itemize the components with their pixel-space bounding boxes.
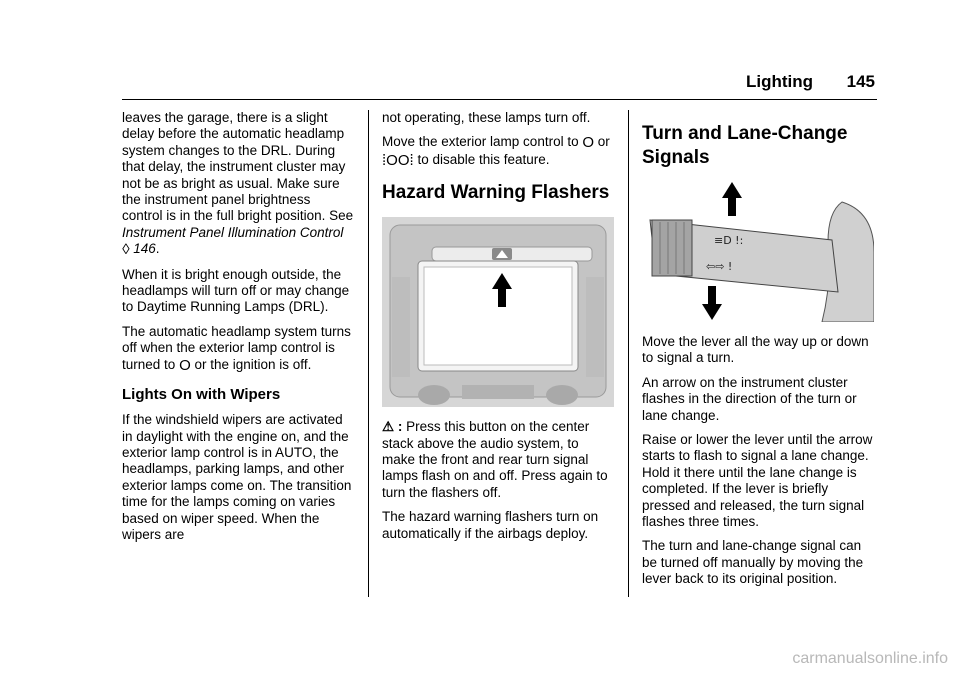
lamp-off-icon: O <box>179 356 191 374</box>
paragraph-4: If the windshield wipers are activated in daylight with the engine on, and the exterior lamp control is in AUTO, the headlamps, parking lamps, and other exterior lamps come on. The transition time for the lamps coming on varies based on wiper speed. When the wipers are <box>122 412 352 542</box>
paragraph-1: leaves the garage, there is a slight delay before the automatic headlamp system changes to the DRL. During that delay, the instrument cluster may not be as bright as usual. Make sure the instrument panel brightness control is in the full bright position. See Instrument Panel Illumination Control ◊ 146. <box>122 110 354 259</box>
header-rule <box>122 99 877 100</box>
heading-lights-on-with-wipers: Lights On with Wipers <box>122 386 281 404</box>
watermark: carmanualsonline.info <box>792 650 948 667</box>
paragraph-3: Raise or lower the lever until the arrow starts to flash to signal a lane change. Hold it there until the lane change is completed. If the lever is briefly pressed and released, the turn signal flashes three times. <box>642 432 873 530</box>
parking-lamps-icon: ⁞OO⁞ <box>382 151 414 169</box>
hazard-button-illustration <box>382 217 614 407</box>
reference-page: 146 <box>133 241 156 257</box>
column-divider-2 <box>628 110 629 597</box>
lamp-off-icon: O <box>582 134 595 152</box>
heading-hazard-warning-flashers: Hazard Warning Flashers <box>382 182 610 204</box>
paragraph-1: Move the lever all the way up or down to signal a turn. <box>642 334 869 366</box>
svg-text:≡D !:: ≡D !: <box>714 234 744 247</box>
reference-arrow-icon: ◊ <box>122 241 130 259</box>
cross-reference[interactable]: Instrument Panel Illumination Control ◊ 146 <box>122 224 344 259</box>
paragraph-2: An arrow on the instrument cluster flashes in the direction of the turn or lane change. <box>642 374 857 423</box>
hazard-warning-icon: ⚠ <box>382 419 395 435</box>
svg-text:⇦⇨ !: ⇦⇨ ! <box>706 260 733 273</box>
hazard-button-figure <box>382 217 614 407</box>
paragraph-2: When it is bright enough outside, the headlamps will turn off or may change to Daytime Running Lamps (DRL). <box>122 266 350 315</box>
column-3 <box>642 110 874 596</box>
section-title: Lighting <box>745 72 813 91</box>
column-divider-1 <box>368 110 369 597</box>
heading-turn-signals: Turn and Lane-Change Signals <box>642 123 848 168</box>
page-header <box>0 72 875 96</box>
paragraph-4: The hazard warning flashers turn on automatically if the airbags deploy. <box>382 509 599 541</box>
paragraph-4: The turn and lane-change signal can be turned off manually by moving the lever back to its original position. <box>642 538 864 587</box>
turn-signal-lever-figure <box>642 182 874 322</box>
paragraph-3: The automatic headlamp system turns off when the exterior lamp control is turned to O or the ignition is off. <box>122 323 351 374</box>
column-2 <box>382 110 614 550</box>
paragraph-2: Move the exterior lamp control to O or ⁞OO⁞ to disable this feature. <box>382 134 610 169</box>
turn-signal-lever-illustration <box>642 182 874 322</box>
column-1 <box>122 110 354 551</box>
page-number: 145 <box>846 72 875 91</box>
paragraph-1: not operating, these lamps turn off. <box>382 110 591 125</box>
paragraph-3: ⚠ : Press this button on the center stack above the audio system, to make the front and rear turn signal lamps flash on and off. Press again to turn the flashers off. <box>382 419 608 500</box>
